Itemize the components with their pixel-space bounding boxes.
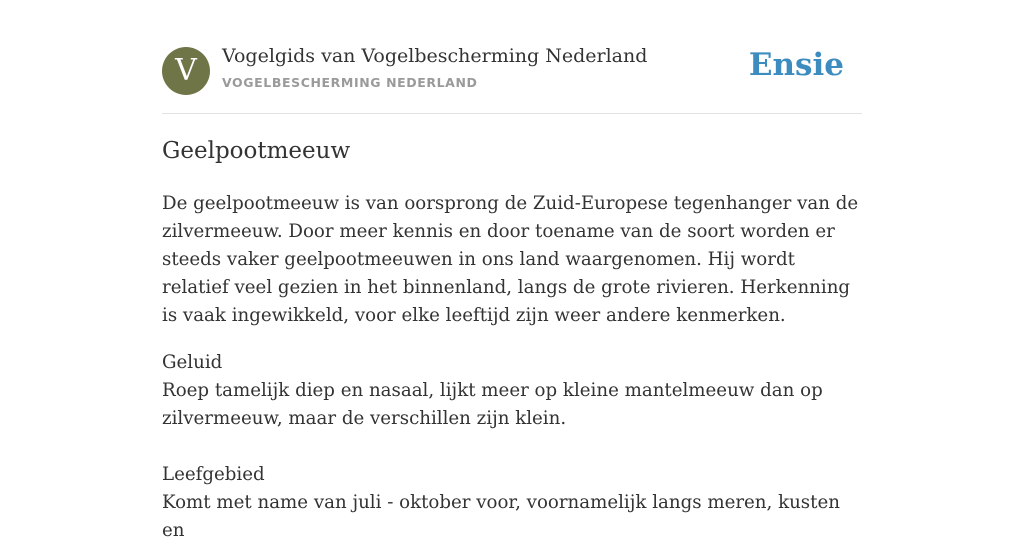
article-body <box>162 190 862 545</box>
article-intro: De geelpootmeeuw is van oorsprong de Zuid-Europese tegenhanger van de zilvermeeuw. Door meer kennis en door toename van de soort worden er steeds vaker geelpootmeeuwen in ons land waargenomen. Hij wordt relatief veel gezien in het binnenland, langs de grote rivieren. Herkenning is vaak ingewikkeld, voor elke leeftijd zijn weer andere kenmerken. <box>162 193 859 326</box>
site-title[interactable]: Vogelgids van Vogelbescherming Nederland <box>222 45 648 67</box>
brand-logo[interactable]: Ensie <box>748 47 844 83</box>
section-geluid <box>162 349 862 433</box>
section-text: Komt met name van juli - oktober voor, voornamelijk langs meren, kusten en <box>162 492 840 541</box>
page-header <box>162 0 862 114</box>
site-subtitle[interactable]: VOGELBESCHERMING NEDERLAND <box>222 75 478 90</box>
section-spacer <box>162 433 862 461</box>
section-heading: Geluid <box>162 352 223 373</box>
section-leefgebied <box>162 461 862 545</box>
page-title: Geelpootmeeuw <box>162 138 351 164</box>
section-heading: Leefgebied <box>162 464 265 485</box>
content-container <box>162 0 862 541</box>
section-text: Roep tamelijk diep en nasaal, lijkt meer op kleine mantelmeeuw dan op zilvermeeuw, maar de verschillen zijn klein. <box>162 380 823 429</box>
avatar[interactable]: V <box>162 47 210 95</box>
